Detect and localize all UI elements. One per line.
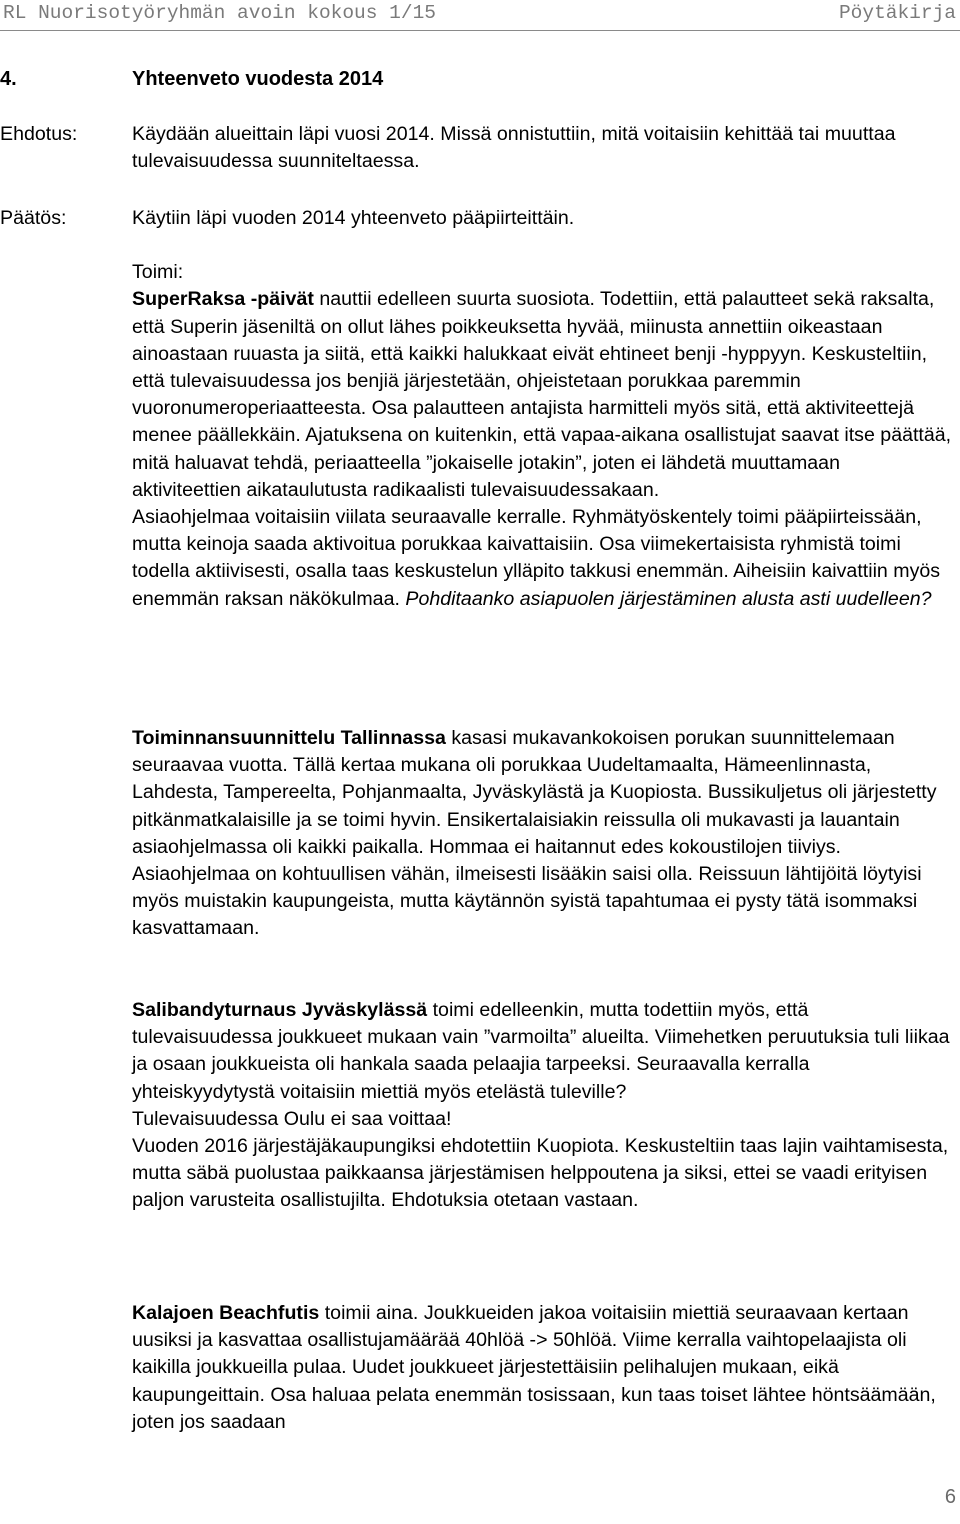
- toimi-label: Toimi:: [132, 261, 184, 284]
- paatos-text: Käytiin läpi vuoden 2014 yhteenveto pääpiirteittäin.: [132, 207, 575, 229]
- superraksa-paragraph: [132, 286, 954, 504]
- kalajoki-heading: Kalajoen Beachfutis: [132, 1302, 320, 1324]
- section-title: Yhteenveto vuodesta 2014: [132, 68, 384, 90]
- paatos-block: [132, 205, 954, 613]
- header-doc-type: Pöytäkirja: [838, 2, 956, 24]
- superraksa-text: nauttii edelleen suurta suosiota. Todettiin, että palautteet sekä raksalta, että Superin jäseniltä on ollut lähes poikkeuksetta hyvää, miinusta annettiin oikeastaan ainoastaan ruuasta ja siitä, että kaikki halukkaat eivät ehtineet benji -hyppyyn. Keskusteltiin, että tulevaisuudessa jos benjiä järjestetään, ohjeistetaan porukkaa paremmin vuoronumeroperiaatteesta. Osa palautteen antajista harmitteli myös sitä, että aktiviteettejä menee päällekkäin. Ajatuksena on kuitenkin, että vapaa-aikana osallistujat saavat itse päättää, mitä haluavat tehdä, periaatteella ”jokaiselle jotakin”, joten ei lähdetä muuttamaan aktiviteettien aikataulutusta radikaalisti tulevaisuudessakaan.: [132, 288, 952, 501]
- tallinna-text: kasasi mukavankokoisen porukan suunnittelemaan seuraavaa vuotta. Tällä kertaa mukana oli porukkaa Uudeltamaalta, Hämeenlinnasta, Lahdesta, Tampereelta, Pohjanmaalta, Jyväskylästä ja Kuopiosta. Bussikuljetus oli järjestetty pitkänmatkalaisille ja se toimi hyvin. Ensikertalaisiakin reissulla oli mukavasti ja lauantain asiaohjelmassa oli kaikki paikalla. Hommaa ei haitannut edes kokoustilojen tiiviys. Asiaohjelmaa on kohtuullisen vähän, ilmeisesti lisääkin saisi olla. Reissuun lähtijöitä löytyisi myös muistakin kaupungeista, mutta käytännön syistä tapahtumaa ei pysty tätä isommaksi kasvattamaan.: [132, 727, 937, 940]
- tallinna-paragraph: [132, 725, 954, 943]
- asiaohjelma-paragraph: [132, 504, 954, 613]
- salibandy-oulu: Tulevaisuudessa Oulu ei saa voittaa!: [132, 1107, 452, 1130]
- page-number: 6: [944, 1486, 956, 1508]
- header-title: RL Nuorisotyöryhmän avoin kokous 1/15: [3, 2, 436, 24]
- kalajoki-paragraph: [132, 1300, 954, 1436]
- asiaohjelma-question: Pohditaanko asiapuolen järjestäminen alusta asti uudelleen?: [405, 587, 932, 610]
- asiaohjelma-text: Asiaohjelmaa voitaisiin viilata seuraavalle kerralle. Ryhmätyöskentely toimi pääpiirteissään, mutta keinoja saada aktivoitua porukkaa kaivattaisiin. Osa viimekertaisista ryhmistä toimi todella aktiivisesti, osalla taas keskustelun ylläpito takkusi enemmän. Aiheisiin kaivattiin myös enemmän raksan näkökulmaa.: [132, 506, 941, 610]
- paatos-label: Päätös:: [0, 207, 67, 229]
- ehdotus-text: Käydään alueittain läpi vuosi 2014. Missä onnistuttiin, mitä voitaisiin kehittää tai muuttaa tulevaisuudessa suunniteltaessa.: [132, 123, 896, 173]
- superraksa-heading: SuperRaksa -päivät: [132, 288, 314, 311]
- salibandy-heading: Salibandyturnaus Jyväskylässä: [132, 999, 428, 1021]
- tallinna-heading: Toiminnansuunnittelu Tallinnassa: [132, 727, 446, 749]
- salibandy-paragraph: [132, 997, 954, 1215]
- salibandy-2016: Vuoden 2016 järjestäjäkaupungiksi ehdotettiin Kuopiota. Keskusteltiin taas lajin vaihtamisesta, mutta säbä puolustaa paikkaansa järjestämisen helppoutena ja siksi, ettei se vaadi erityisen paljon varusteita osallistujilta. Ehdotuksia otetaan vastaan.: [132, 1135, 949, 1212]
- section-number: 4.: [0, 68, 17, 90]
- kalajoki-text: toimii aina. Joukkueiden jakoa voitaisiin miettiä seuraavaan kertaan uusiksi ja kasvattaa osallistujamäärää 40hlöä -> 50hlöä. Viime kerralla vaihtopelaajista oli kaikilla joukkueilla pulaa. Uudet joukkueet järjestettäisiin pelihalujen mukaan, eikä kaupungeittain. Osa haluaa pelata enemmän tosissaan, kun taas toiset lähtee höntsäämään, joten jos saadaan: [132, 1302, 936, 1433]
- salibandy-text: toimi edelleenkin, mutta todettiin myös, että tulevaisuudessa joukkueet mukaan vain ”varmoilta” alueilta. Viimehetken peruutuksia tuli liikaa ja osaan joukkueista oli hankala saada pelaajia tarpeeksi. Seuraavalla kerralla yhteiskyydytystä voitaisiin miettiä myös etelästä tuleville?: [132, 999, 950, 1103]
- ehdotus-label: Ehdotus:: [0, 123, 78, 145]
